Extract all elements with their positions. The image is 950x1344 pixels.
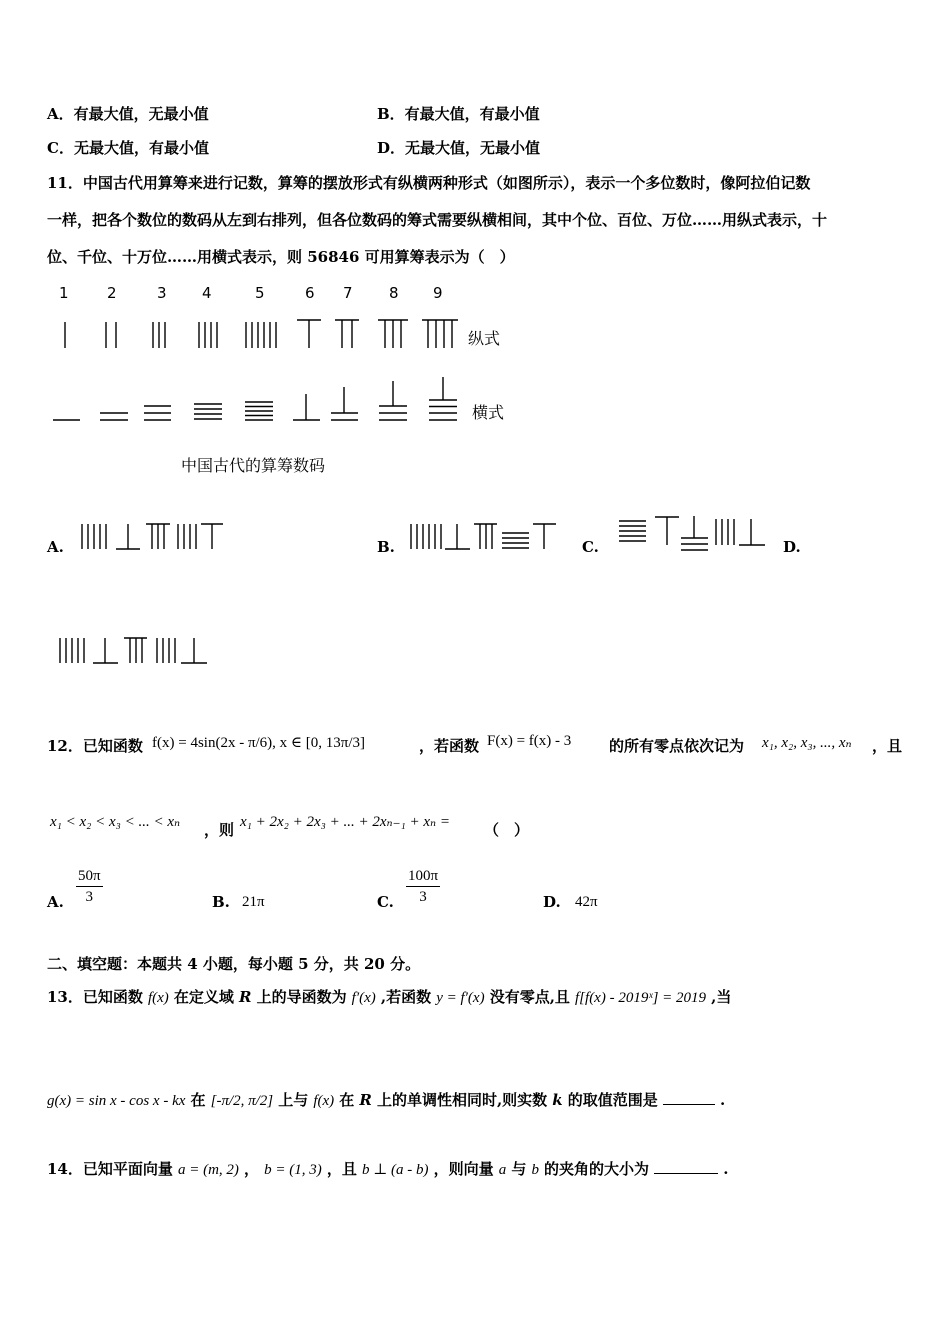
q13-p7: 在 bbox=[190, 1091, 206, 1109]
q11-line-1: 11．中国古代用算筹来进行记数，算筹的摆放形式有纵横两种形式（如图所示），表示一个多位数时，像阿拉伯记数 bbox=[47, 174, 811, 192]
q14-p2: ，且 bbox=[326, 1160, 357, 1178]
q13-p2: 在定义域 bbox=[173, 988, 234, 1006]
q13-p5: 没有零点,且 bbox=[489, 988, 570, 1006]
q13-line-2 bbox=[47, 1089, 725, 1113]
q14-p6: . bbox=[723, 1160, 729, 1178]
q13-R-2: R bbox=[359, 1091, 372, 1109]
digit-label-7: 7 bbox=[343, 284, 353, 302]
q13-p4: ,若函数 bbox=[380, 988, 432, 1006]
q12-option-b-value: 21π bbox=[242, 894, 265, 910]
section-2-heading: 二、填空题：本题共 4 小题，每小题 5 分，共 20 分。 bbox=[47, 955, 421, 973]
option-b-rods bbox=[411, 524, 556, 549]
q13-interval: [-π/2, π/2] bbox=[210, 1093, 274, 1109]
q13-y: y = f′(x) bbox=[436, 990, 485, 1006]
figure-caption: 中国古代的算筹数码 bbox=[181, 456, 326, 475]
q10-option-a: A．有最大值，无最小值 bbox=[47, 105, 209, 123]
q12-option-c-numerator: 100π bbox=[406, 866, 440, 887]
q12-option-d-label: D. bbox=[543, 893, 561, 911]
q13-p3: 上的导函数为 bbox=[256, 988, 347, 1006]
option-a-rods bbox=[82, 524, 223, 549]
q10-option-b: B．有最大值，有最小值 bbox=[377, 105, 540, 123]
digit-label-2: 2 bbox=[107, 284, 117, 302]
digit-label-8: 8 bbox=[389, 284, 399, 302]
q14-p5: 的夹角的大小为 bbox=[544, 1160, 650, 1178]
q13-p6: ,当 bbox=[711, 988, 732, 1006]
q11-option-a-label: A. bbox=[47, 538, 64, 556]
q12-option-d-value: 42π bbox=[575, 894, 598, 910]
q13-fx: f(x) bbox=[147, 990, 169, 1006]
q13-line-1 bbox=[47, 986, 731, 1010]
q13-fpx: f′(x) bbox=[351, 990, 376, 1006]
q12-end-text: ，且 bbox=[872, 737, 903, 755]
q11-option-c-label: C. bbox=[582, 538, 599, 556]
q14-comma: ， bbox=[244, 1160, 260, 1178]
q13-p8: 上与 bbox=[278, 1091, 309, 1109]
q14-p1: 14．已知平面向量 bbox=[47, 1160, 173, 1178]
option-c-rods bbox=[619, 516, 765, 550]
digit-label-4: 4 bbox=[202, 284, 212, 302]
q12-order: x₁ < x₂ < x₃ < ... < xₙ bbox=[50, 814, 181, 830]
q11-option-b-label: B. bbox=[377, 538, 395, 556]
q12-option-c-fraction bbox=[406, 866, 440, 907]
q14-vector-b: b = (1, 3) bbox=[264, 1162, 322, 1178]
digit-label-5: 5 bbox=[255, 284, 265, 302]
q14-p4: 与 bbox=[511, 1160, 527, 1178]
digit-label-6: 6 bbox=[305, 284, 315, 302]
q12-F-definition: F(x) = f(x) - 3 bbox=[487, 733, 572, 749]
q14-line bbox=[47, 1158, 728, 1182]
q13-g: g(x) = sin x - cos x - kx bbox=[47, 1093, 186, 1109]
q14-p3: ，则向量 bbox=[433, 1160, 494, 1178]
q12-zeros: x₁, x₂, x₃, ..., xₙ bbox=[762, 735, 852, 751]
q12-mid-text-2: 的所有零点依次记为 bbox=[609, 737, 745, 755]
q12-option-b-label: B. bbox=[212, 893, 230, 911]
q12-sum-expression: x₁ + 2x₂ + 2x₃ + ... + 2xₙ₋₁ + xₙ = bbox=[240, 814, 450, 830]
q11-line-3: 位、千位、十万位……用横式表示，则 56846 可用算筹表示为（ ） bbox=[47, 248, 515, 266]
q13-p12: . bbox=[719, 1091, 726, 1109]
q13-p11: 的取值范围是 bbox=[567, 1091, 658, 1109]
q12-paren: （ ） bbox=[484, 821, 530, 839]
q12-option-a-denominator: 3 bbox=[85, 889, 94, 905]
q14-vector-a: a = (m, 2) bbox=[177, 1162, 239, 1178]
label-horizontal-form: 横式 bbox=[472, 403, 505, 422]
q12-option-c-denominator: 3 bbox=[419, 889, 427, 905]
q12-option-c-label: C. bbox=[377, 893, 394, 911]
q12-function-definition: f(x) = 4sin(2x - π/6), x ∈ [0, 13π/3] bbox=[152, 735, 366, 751]
q10-option-d: D．无最大值，无最小值 bbox=[377, 139, 541, 157]
label-vertical-form: 纵式 bbox=[468, 329, 501, 348]
q12-option-a-label: A. bbox=[47, 893, 64, 911]
q13-p9: 在 bbox=[339, 1091, 355, 1109]
q11-option-d-label: D. bbox=[783, 538, 801, 556]
q10-option-c: C．无最大值，有最小值 bbox=[47, 139, 209, 157]
q13-k: k bbox=[552, 1091, 563, 1109]
q12-option-a-numerator: 50π bbox=[76, 866, 103, 887]
digit-label-3: 3 bbox=[157, 284, 167, 302]
q14-answer-blank[interactable] bbox=[654, 1173, 718, 1174]
q12-then: ，则 bbox=[204, 821, 235, 839]
q14-av: a bbox=[498, 1162, 507, 1178]
q12-option-a-fraction bbox=[76, 866, 103, 907]
q12-prefix: 12．已知函数 bbox=[47, 737, 143, 755]
digit-label-1: 1 bbox=[59, 284, 69, 302]
option-d-rods bbox=[60, 638, 207, 663]
digit-label-9: 9 bbox=[433, 284, 443, 302]
q11-line-2: 一样，把各个数位的数码从左到右排列，但各位数码的筹式需要纵横相间，其中个位、百位、万位……用纵式表示，十 bbox=[47, 211, 828, 229]
q13-R: R bbox=[239, 988, 252, 1006]
q12-mid-text: ，若函数 bbox=[419, 737, 480, 755]
q14-bv: b bbox=[531, 1162, 539, 1178]
q13-p1: 13．已知函数 bbox=[47, 988, 143, 1006]
q14-perp: b ⊥ (a - b) bbox=[361, 1162, 429, 1178]
q13-answer-blank[interactable] bbox=[663, 1104, 715, 1105]
q13-fx-2: f(x) bbox=[313, 1093, 335, 1109]
q13-p10: 上的单调性相同时,则实数 bbox=[376, 1091, 548, 1109]
q13-cond: f[f(x) - 2019ˣ] = 2019 bbox=[575, 990, 707, 1006]
